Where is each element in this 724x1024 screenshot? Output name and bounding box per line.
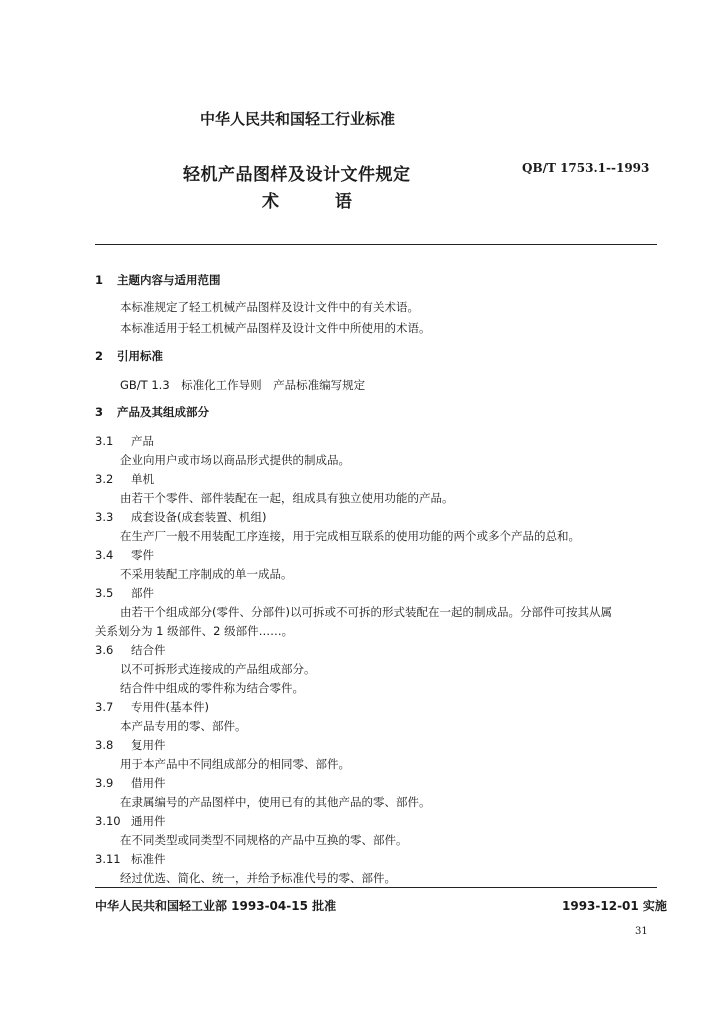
term-heading — [95, 642, 166, 658]
term-definition: 以不可拆形式连接成的产品组成部分。 — [120, 662, 316, 676]
term-number: 3.5 — [95, 586, 114, 600]
term-title: 标准件 — [131, 852, 166, 866]
paragraph: 本标准规定了轻工机械产品图样及设计文件中的有关术语。 — [120, 300, 419, 314]
term-definition: 本产品专用的零、部件。 — [120, 719, 247, 733]
approval-note: 中华人民共和国轻工业部 1993-04-15 批准 — [95, 899, 337, 913]
standard-title: 中华人民共和国轻工行业标准 — [200, 110, 396, 128]
term-definition: 在不同类型或同类型不同规格的产品中互换的零、部件。 — [120, 833, 408, 847]
term-title: 专用件(基本件) — [131, 700, 209, 714]
section-title: 主题内容与适用范围 — [117, 273, 221, 287]
term-number: 3.3 — [95, 510, 114, 524]
document-code: QB/T 1753.1--1993 — [522, 161, 650, 175]
term-number: 3.4 — [95, 548, 114, 562]
term-number: 3.2 — [95, 472, 114, 486]
term-definition: 结合件中组成的零件称为结合零件。 — [120, 681, 304, 695]
reference-item: GB/T 1.3 标准化工作导则 产品标准编写规定 — [120, 378, 366, 392]
header-divider — [95, 244, 657, 245]
term-definition: 不采用装配工序制成的单一成品。 — [120, 567, 293, 581]
section-title: 产品及其组成部分 — [117, 405, 209, 419]
term-heading — [95, 585, 154, 601]
term-title: 通用件 — [131, 814, 166, 828]
term-heading — [95, 471, 154, 487]
term-definition: 由若干个零件、部件装配在一起，组成具有独立使用功能的产品。 — [120, 491, 454, 505]
term-definition: 用于本产品中不同组成部分的相同零、部件。 — [120, 757, 350, 771]
footer-divider — [95, 887, 657, 888]
term-title: 成套设备(成套装置、机组) — [131, 510, 267, 524]
term-heading — [95, 775, 166, 791]
term-heading — [95, 813, 166, 829]
term-title: 借用件 — [131, 776, 166, 790]
term-heading — [95, 699, 209, 715]
section-number: 1 — [95, 273, 104, 287]
term-heading — [95, 547, 154, 563]
section-heading — [95, 348, 163, 364]
paragraph: 本标准适用于轻工机械产品图样及设计文件中所使用的术语。 — [120, 321, 431, 335]
section-heading — [95, 404, 209, 420]
term-definition: 经过优选、简化、统一，并给予标准代号的零、部件。 — [120, 871, 396, 885]
section-heading — [95, 272, 221, 288]
page-number: 31 — [635, 926, 648, 937]
section-number: 3 — [95, 405, 104, 419]
effective-date: 1993-12-01 实施 — [562, 899, 667, 913]
document-title: 轻机产品图样及设计文件规定 — [183, 165, 411, 185]
term-title: 产品 — [131, 434, 154, 448]
term-title: 单机 — [131, 472, 154, 486]
term-definition: 企业向用户或市场以商品形式提供的制成品。 — [120, 453, 350, 467]
term-heading — [95, 509, 266, 525]
term-title: 部件 — [131, 586, 154, 600]
term-number: 3.7 — [95, 700, 114, 714]
term-title: 零件 — [131, 548, 154, 562]
term-definition: 在生产厂一般不用装配工序连接，用于完成相互联系的使用功能的两个或多个产品的总和。 — [120, 529, 580, 543]
section-number: 2 — [95, 349, 104, 363]
term-title: 复用件 — [131, 738, 166, 752]
document-subtitle: 术 语 — [262, 192, 352, 212]
term-number: 3.9 — [95, 776, 114, 790]
term-number: 3.6 — [95, 643, 114, 657]
term-number: 3.11 — [95, 852, 121, 866]
term-number: 3.8 — [95, 738, 114, 752]
term-definition: 在隶属编号的产品图样中，使用已有的其他产品的零、部件。 — [120, 795, 431, 809]
term-number: 3.10 — [95, 814, 121, 828]
term-title: 结合件 — [131, 643, 166, 657]
term-heading — [95, 433, 154, 449]
term-heading — [95, 737, 166, 753]
section-title: 引用标准 — [117, 349, 163, 363]
term-heading — [95, 851, 166, 867]
term-number: 3.1 — [95, 434, 114, 448]
term-definition: 关系划分为 1 级部件、2 级部件……。 — [95, 624, 294, 638]
term-definition: 由若干个组成部分(零件、分部件)以可拆或不可拆的形式装配在一起的制成品。分部件可按其从属 — [120, 605, 612, 619]
